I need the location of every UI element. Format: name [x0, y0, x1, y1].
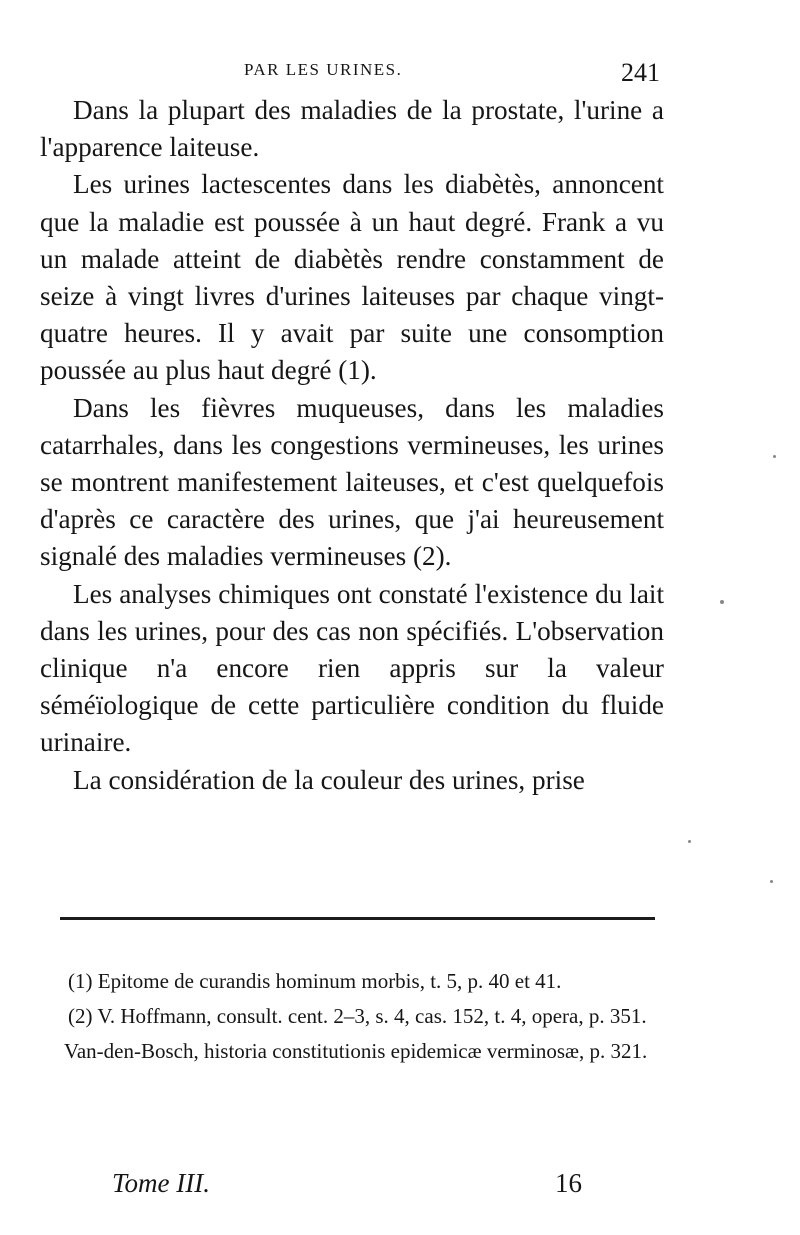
- paragraph: La considération de la couleur des urines, prise: [73, 764, 585, 795]
- paragraph: Dans les fièvres muqueuses, dans les maladies catarrhales, dans les congestions vermineuses, les urines se montrent manifestement laiteuses, et c'est quelquefois d'après ce caractère des urines, que j'ai heureusement signalé des maladies vermineuses (2).: [40, 392, 664, 572]
- footnote-separator: [60, 917, 655, 920]
- signature-mark: 16: [555, 1168, 582, 1198]
- paragraph: Les analyses chimiques ont constaté l'existence du lait dans les urines, pour des cas non spécifiés. L'observation clinique n'a encore rien appris sur la valeur séméïologique de cette particulière condition du fluide urinaire.: [40, 578, 664, 758]
- volume-label: Tome III.: [112, 1168, 210, 1198]
- ink-speck: [688, 840, 691, 843]
- page-number: 241: [621, 58, 660, 87]
- paragraph: Les urines lactescentes dans les diabètès, annoncent que la maladie est poussée à un haut degré. Frank a vu un malade atteint de diabètès rendre constamment de seize à vingt livres d'urines laiteuses par chaque vingt-quatre heures. Il y avait par suite une consomption poussée au plus haut degré (1).: [40, 169, 664, 386]
- page-header: [230, 58, 660, 88]
- footnote: (2) V. Hoffmann, consult. cent. 2–3, s. 4, cas. 152, t. 4, opera, p. 351.: [68, 1004, 647, 1028]
- page-footer: [112, 1168, 582, 1204]
- footnotes: [48, 966, 668, 1071]
- footnote: Van-den-Bosch, historia constitutionis epidemicæ verminosæ, p. 321.: [64, 1039, 648, 1063]
- paragraph: Dans la plupart des maladies de la prostate, l'urine a l'apparence laiteuse.: [40, 95, 664, 163]
- footnote: (1) Epitome de curandis hominum morbis, t. 5, p. 40 et 41.: [68, 969, 562, 993]
- ink-speck: [773, 455, 776, 458]
- ink-speck: [770, 880, 773, 883]
- body-text: [40, 92, 664, 799]
- running-title: PAR LES URINES.: [244, 60, 403, 79]
- ink-speck: [720, 600, 724, 604]
